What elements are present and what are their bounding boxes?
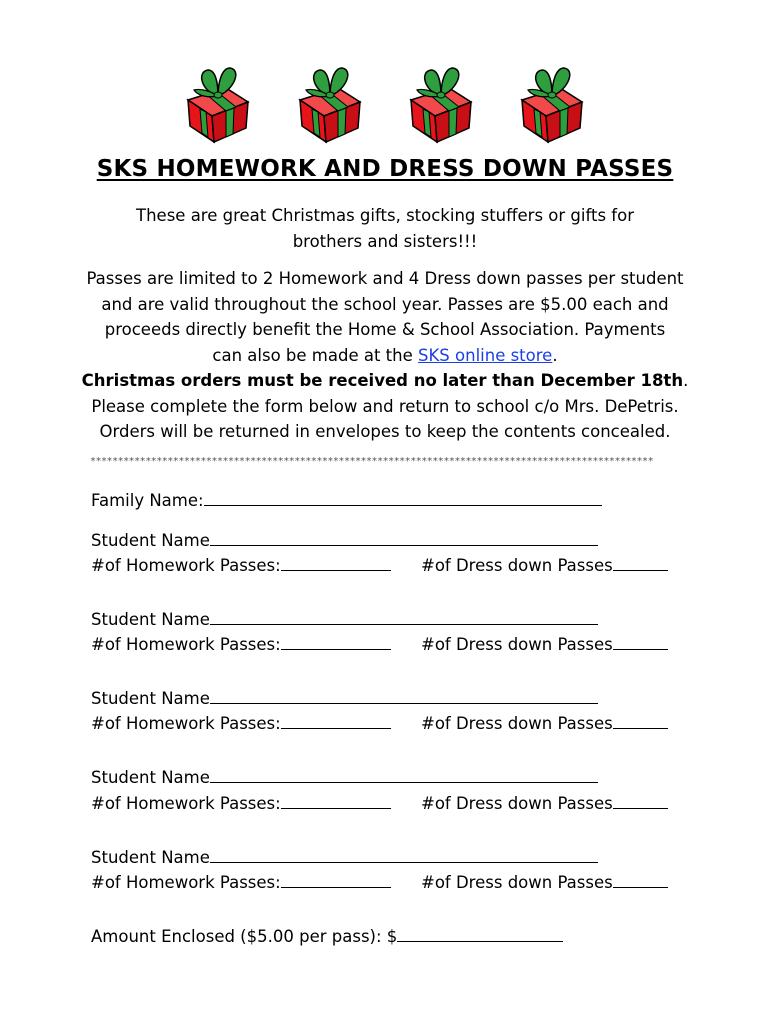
deadline-line [70,368,700,394]
gift-icon [290,62,370,146]
student-name-label: Student Name [91,610,210,629]
amount-enclosed-field[interactable] [397,925,563,942]
student-name-row [91,766,598,787]
dressdown-passes-field[interactable] [613,554,668,571]
link-suffix: . [552,345,558,365]
student-name-row [91,687,598,708]
deadline-suffix: . [683,371,689,390]
dressdown-label: #of Dress down Passes [421,873,613,892]
student-name-field[interactable] [210,846,598,863]
gift-icon [512,62,592,146]
homework-passes-row [91,871,391,892]
dressdown-label: #of Dress down Passes [421,794,613,813]
page-title: SKS HOMEWORK AND DRESS DOWN PASSES [96,156,674,182]
student-name-field[interactable] [210,687,598,704]
student-name-field[interactable] [210,529,598,546]
gift-icon [401,62,481,146]
link-prefix: can also be made at the [212,345,418,365]
dressdown-label: #of Dress down Passes [421,635,613,654]
details-line: Please complete the form below and return to school c/o Mrs. DePetris. [91,396,679,416]
dressdown-passes-field[interactable] [613,871,668,888]
details-line: Passes are limited to 2 Homework and 4 Dress down passes per student [86,269,684,288]
dressdown-passes-row [421,712,668,733]
intro-line: These are great Christmas gifts, stocking stuffers or gifts for [136,206,634,225]
deadline-text: Christmas orders must be received no later than December 18th [81,371,684,390]
homework-passes-row [91,712,391,733]
dressdown-passes-field[interactable] [613,633,668,650]
student-name-row [91,608,598,629]
student-name-field[interactable] [210,608,598,625]
family-name-label: Family Name: [91,491,204,510]
intro-text [70,203,700,254]
student-name-label: Student Name [91,531,210,550]
dressdown-passes-row [421,554,668,575]
dressdown-label: #of Dress down Passes [421,714,613,733]
intro-line: brothers and sisters!!! [292,231,478,251]
details-text [70,266,700,445]
sks-online-store-link[interactable]: SKS online store [418,345,553,365]
homework-label: #of Homework Passes: [91,873,281,892]
homework-passes-field[interactable] [281,871,391,888]
homework-passes-row [91,792,391,813]
homework-passes-row [91,554,391,575]
details-line: and are valid throughout the school year. Passes are $5.00 each and [101,294,669,314]
homework-passes-field[interactable] [281,554,391,571]
homework-passes-field[interactable] [281,633,391,650]
dressdown-label: #of Dress down Passes [421,556,613,575]
homework-passes-field[interactable] [281,712,391,729]
amount-enclosed-row [91,925,563,946]
homework-passes-row [91,633,391,654]
homework-label: #of Homework Passes: [91,556,281,575]
dressdown-passes-row [421,871,668,892]
details-line: proceeds directly benefit the Home & School Association. Payments [104,320,666,339]
homework-label: #of Homework Passes: [91,794,281,813]
family-name-row [91,489,602,510]
details-line: Orders will be returned in envelopes to keep the contents concealed. [99,422,671,441]
dressdown-passes-field[interactable] [613,792,668,809]
student-name-label: Student Name [91,768,210,787]
dressdown-passes-field[interactable] [613,712,668,729]
homework-label: #of Homework Passes: [91,635,281,654]
family-name-field[interactable] [204,489,602,506]
amount-label: Amount Enclosed ($5.00 per pass): $ [91,927,398,946]
student-name-row [91,846,598,867]
dressdown-passes-row [421,792,668,813]
gift-decorations [0,62,770,146]
homework-label: #of Homework Passes: [91,714,281,733]
details-line-with-link [70,343,700,369]
student-name-row [91,529,598,550]
gift-icon [178,62,258,146]
student-name-field[interactable] [210,766,598,783]
student-name-label: Student Name [91,689,210,708]
student-name-label: Student Name [91,848,210,867]
dressdown-passes-row [421,633,668,654]
divider: ****************************************************************************************************** [90,456,654,467]
homework-passes-field[interactable] [281,792,391,809]
